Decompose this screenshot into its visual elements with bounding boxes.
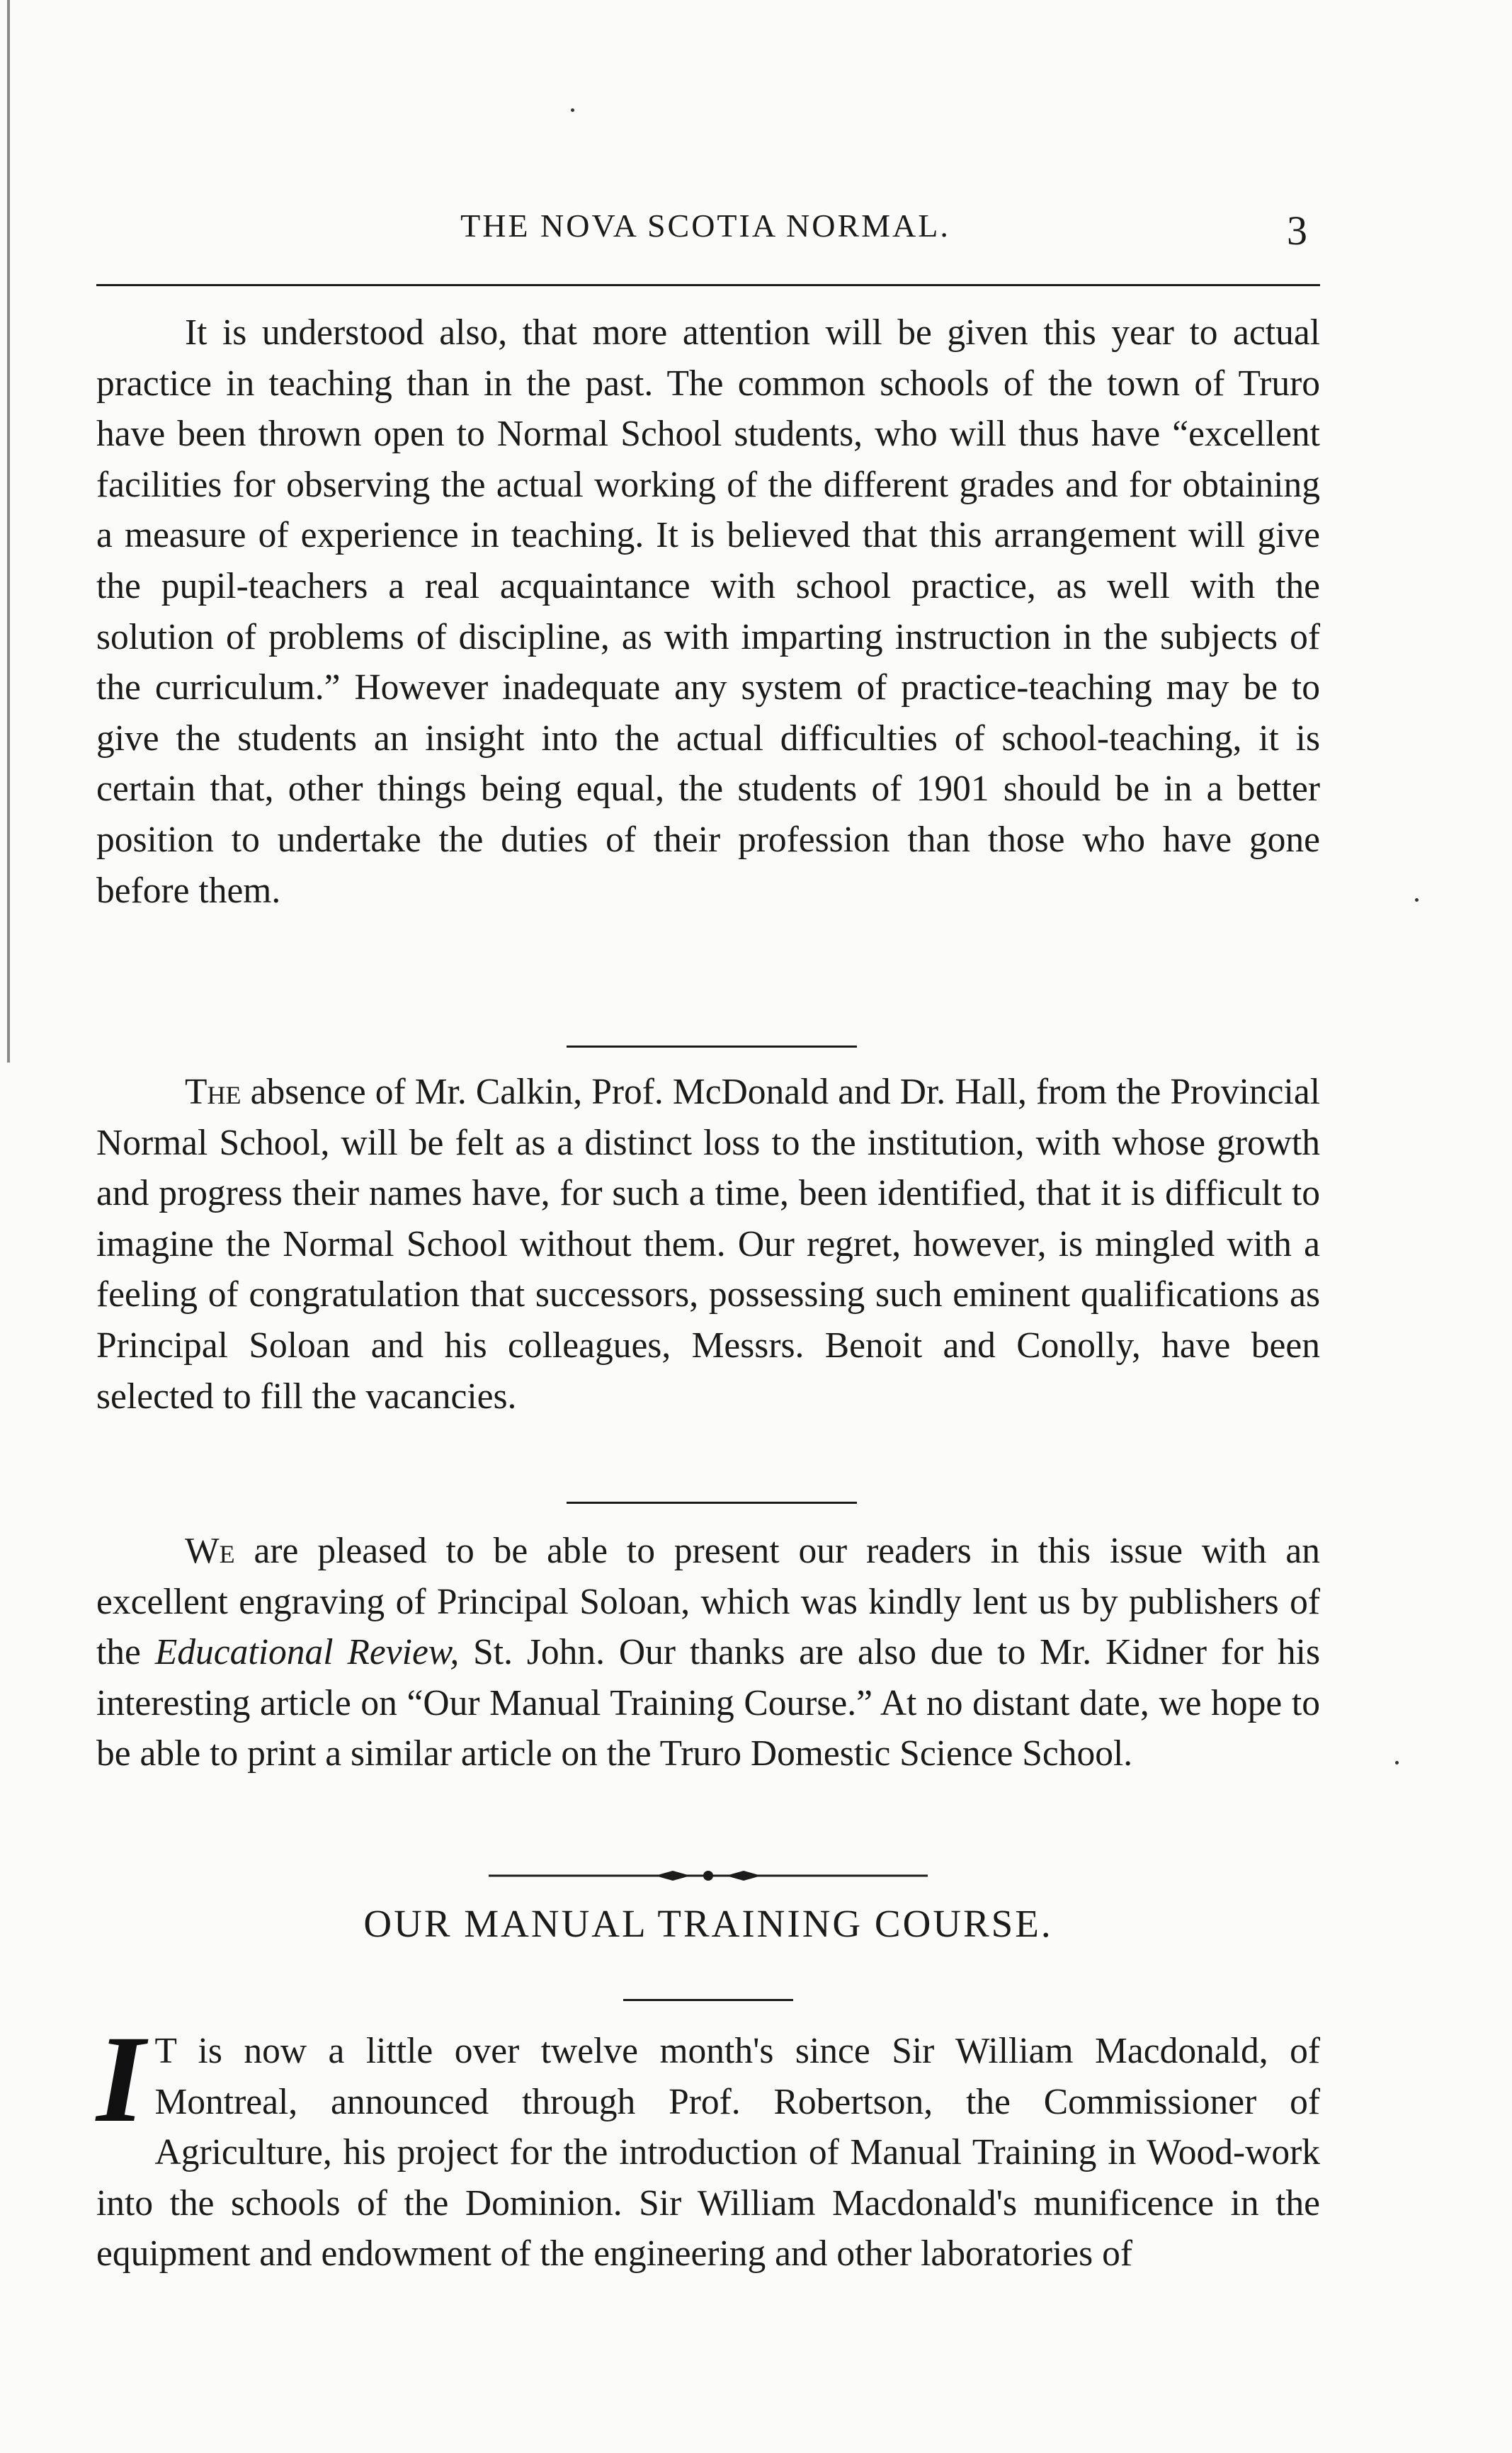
publication-title: Educational Review, bbox=[154, 1632, 460, 1673]
paragraph-practice-teaching bbox=[96, 307, 1320, 916]
article-title: OUR MANUAL TRAINING COURSE. bbox=[363, 1902, 1053, 1945]
paragraph-text-1: are pleased to be able to present our readers in this issue with an excellent engraving of Principal Soloan, which was kindly lent us by publishers of the bbox=[96, 1531, 1320, 1673]
header-rule bbox=[96, 284, 1320, 286]
ornamental-divider bbox=[489, 1867, 928, 1884]
paragraph-text: T is now a little over twelve month's since Sir William Macdonald, of Montreal, announced through Prof. Robertson, the Commissioner of Agriculture, his project for the introduction of Manual Training in Wood-work into the schools of the Dominion. Sir William Macdonald's munificence in the equipment and endowment of the engineering and other laboratories of bbox=[96, 2031, 1320, 2274]
paragraph-engraving-note bbox=[96, 1526, 1320, 1779]
title-rule bbox=[623, 1999, 793, 2001]
page-header bbox=[96, 207, 1314, 256]
paragraph-text-2: St. John. Our thanks are also due to Mr. Kidner for his interesting article on “Our Manual Training Course.” At no distant date, we hope to be able to print a similar article on the Truro Domestic Science School. bbox=[96, 1632, 1320, 1774]
article-first-paragraph bbox=[96, 2010, 1320, 2279]
drop-cap: I bbox=[96, 2010, 145, 2148]
paragraph-text: It is understood also, that more attention will be given this year to actual practice in teaching than in the past. The common schools of the town of Truro have been thrown open to Normal School students, who will thus have “excellent facilities for observing the actual working of the different grades and for obtaining a measure of experience in teaching. It is believed that this arrangement will give the pupil-teachers a real acquaintance with school practice, as well with the solution of problems of discipline, as with imparting instruction in the subjects of the curriculum.” However inadequate any system of practice-teaching may be to give the students an insight into the actual difficulties of school-teaching, it is certain that, other things being equal, the students of 1901 should be in a better position to undertake the duties of their profession than those who have gone before them. bbox=[96, 312, 1320, 911]
page-number: 3 bbox=[1287, 208, 1307, 254]
print-speck bbox=[1415, 898, 1419, 902]
paragraph-text: absence of Mr. Calkin, Prof. McDonald and Dr. Hall, from the Provincial Normal School, will be felt as a distinct loss to the institution, with whose growth and progress their names have, for such a time, been identified, that it is difficult to imagine the Normal School without them. Our regret, however, is mingled with a feeling of congratulation that successors, possessing such eminent qualifications as Principal Soloan and his colleagues, Messrs. Benoit and Conolly, have been selected to fill the vacancies. bbox=[96, 1072, 1320, 1417]
lead-word: We bbox=[185, 1531, 235, 1571]
page-binding-edge bbox=[7, 0, 10, 1063]
paragraph-staff-changes bbox=[96, 1067, 1320, 1422]
print-speck bbox=[571, 108, 574, 112]
running-head: THE NOVA SCOTIA NORMAL. bbox=[460, 208, 950, 244]
lead-word: The bbox=[185, 1072, 241, 1112]
print-speck bbox=[1395, 1761, 1399, 1764]
section-divider bbox=[567, 1046, 857, 1048]
section-divider bbox=[567, 1502, 857, 1504]
